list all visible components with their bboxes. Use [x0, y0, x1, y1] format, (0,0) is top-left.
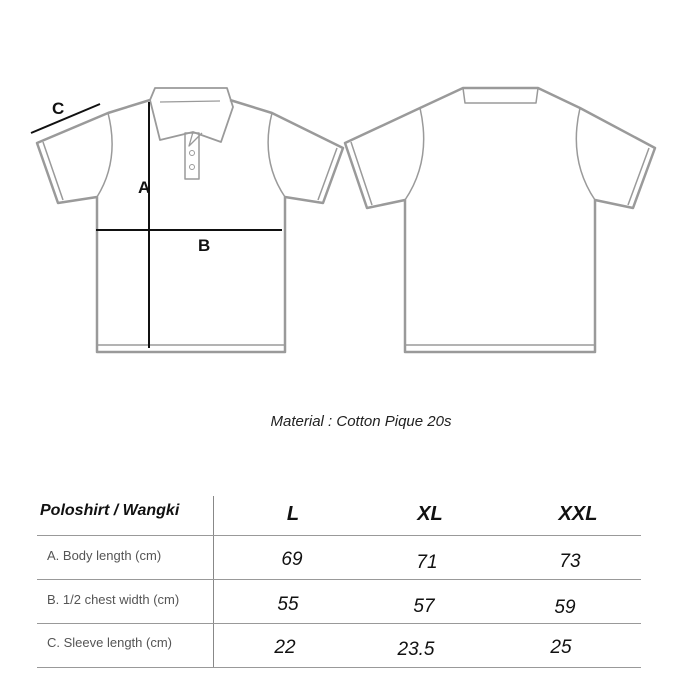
table-cell: 22: [274, 637, 296, 658]
size-header-xxl: XXL: [558, 503, 598, 525]
table-cell: 57: [413, 596, 435, 617]
row-label-chest-width: B. 1/2 chest width (cm): [47, 592, 180, 607]
table-title: Poloshirt / Wangki: [40, 502, 180, 519]
label-a: A: [138, 178, 151, 197]
size-header-xl: XL: [417, 503, 443, 525]
row-divider: [37, 579, 641, 580]
column-divider: [213, 496, 214, 668]
row-divider: [37, 535, 641, 536]
table-cell: 59: [554, 597, 576, 618]
material-caption: Material : Cotton Pique 20s: [270, 413, 452, 430]
table-cell: 23.5: [397, 639, 435, 660]
label-b: B: [198, 236, 211, 255]
row-divider: [37, 623, 641, 624]
size-header-l: L: [286, 503, 300, 525]
table-cell: 69: [281, 549, 303, 570]
label-c: C: [52, 99, 65, 118]
row-label-body-length: A. Body length (cm): [47, 548, 162, 563]
table-cell: 25: [550, 637, 572, 658]
table-cell: 55: [277, 594, 299, 615]
row-divider: [37, 667, 641, 668]
table-cell: 71: [416, 552, 438, 573]
row-label-sleeve-length: C. Sleeve length (cm): [47, 635, 172, 650]
table-cell: 73: [559, 551, 581, 572]
